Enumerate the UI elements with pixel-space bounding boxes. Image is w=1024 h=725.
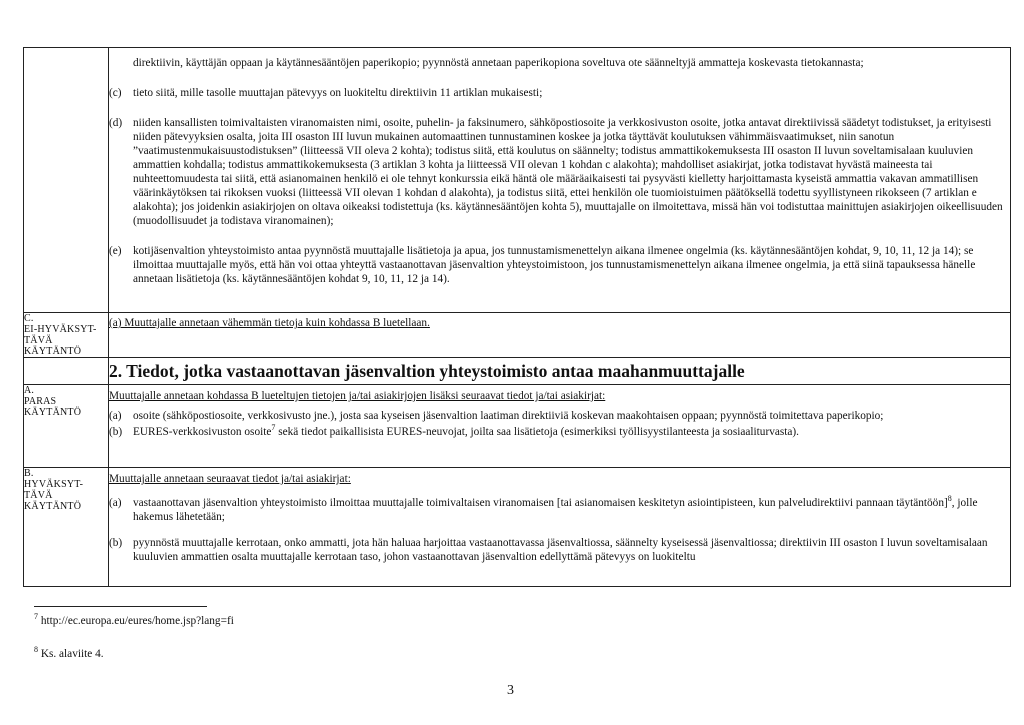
list-item: (a) osoite (sähköpostiosoite, verkkosivusto jne.), josta saa kyseisen jäsenvaltion laatiman direktiiviä koskevan maakohtaisen oppaan; pyynnöstä toimitettava paperikopio; xyxy=(109,410,884,422)
practice-table xyxy=(23,47,1011,587)
row-label-empty xyxy=(24,48,109,313)
section-heading-cell xyxy=(109,358,1011,385)
list-item: (e) kotijäsenvaltion yhteystoimisto antaa pyynnöstä muuttajalle lisätietoja ja apua, jos tunnustamismenettelyn aikana ilmenee ongelmia (ks. käytännesääntöjen kohdat, 9, 10, 11, 12 ja 14); se ilmoittaa muuttajalle myös, että hän voi ottaa yhteyttä vastaanottavan jäsenvaltion yhteystoimistoon, jos tunnustamismenettelyn aikana ilmenee ongelmia, ja että siinä tapauksessa hänelle annetaan lisätietoja (ks. käytännesääntöjen kohdat 9, 10, 11, 12 ja 14). xyxy=(109,245,976,285)
row-label: A. PARAS KÄYTÄNTÖ xyxy=(24,385,109,468)
footnote: $^7$ http://ec.europa.eu/eures/home.jsp?lang=fi xyxy=(34,612,234,627)
page-number: 3 xyxy=(507,683,514,698)
table-row xyxy=(24,468,1011,587)
list-item: (b) EURES-verkkosivuston osoite$^7$ sekä tiedot paikallisista EURES-neuvojat, joilta saa lisätietoja (esimerkiksi työllisyystilanteesta ja sosiaaliturvasta). xyxy=(109,423,800,438)
row-label-empty xyxy=(24,358,109,385)
row-label: B. HYVÄKSYT- TÄVÄ KÄYTÄNTÖ xyxy=(24,468,109,587)
list-item: (a) vastaanottavan jäsenvaltion yhteystoimisto ilmoittaa muuttajalle toimivaltaisen viranomaisen [tai asianomaisen keskitetyn asiointipisteen, kun palveludirektiivi pannaan täytäntöön]$^8$, jolle hakemus lähetetään; xyxy=(109,494,978,523)
row-body: (a) Muuttajalle annetaan vähemmän tietoja kuin kohdassa B luetellaan. xyxy=(109,313,1011,358)
row-body: Muuttajalle annetaan kohdassa B lueteltujen tietojen ja/tai asiakirjojen lisäksi seuraavat tiedot ja/tai asiakirjat: (a) osoite (sähköpostiosoite, verkkosivusto jne.), josta saa kyseisen jäsenvaltion laatiman direktiiviä koskevan maakohtaisen oppaan; pyynnöstä toimitettava paperikopio; (b) EURES-verkkosivuston osoite$^7$ sekä tiedot paikallisista EURES-neuvojat, joilta saa lisätietoja (esimerkiksi työllisyystilanteesta ja sosiaaliturvasta). xyxy=(109,385,1011,468)
section-heading: 2. Tiedot, jotka vastaanottavan jäsenvaltion yhteystoimisto antaa maahanmuuttajalle xyxy=(109,361,745,381)
table-row xyxy=(24,385,1011,468)
row-label: C. EI-HYVÄKSYT- TÄVÄ KÄYTÄNTÖ xyxy=(24,313,109,358)
table-row xyxy=(24,358,1011,385)
table-row xyxy=(24,48,1011,313)
list-item: direktiivin, käyttäjän oppaan ja käytännesääntöjen paperikopio; pyynnöstä annetaan paperikopiona soveltuva ote säänneltyjä ammatteja koskevasta tietokannasta; xyxy=(133,57,864,69)
row-body: Muuttajalle annetaan seuraavat tiedot ja/tai asiakirjat: (a) vastaanottavan jäsenvaltion yhteystoimisto ilmoittaa muuttajalle toimivaltaisen viranomaisen [tai asianomaisen keskitetyn asiointipisteen, kun palveludirektiivi pannaan täytäntöön]$^8$, jolle hakemus lähetetään; (b) pyynnöstä muuttajalle kerrotaan, onko ammatti, jota hän haluaa harjoittaa vastaanottavassa jäsenvaltiossa, säännelty kyseisessä jäsenvaltiossa; direktiivin III osaston I luvun soveltamisalaan kuuluvien ammattien osalta muuttajalle kerrotaan taso, johon vastaanottavan jäsenvaltion edellyttämä pätevyys on luokiteltu xyxy=(109,468,1011,587)
table-row xyxy=(24,313,1011,358)
footnote-divider xyxy=(34,606,207,607)
list-item: (d) niiden kansallisten toimivaltaisten viranomaisten nimi, osoite, puhelin- ja faksinumero, sähköpostiosoite ja verkkosivuston osoite, jotka antavat direktiivissä säädetyt todistukset, ja erityisesti niiden pätevyyksien osalta, joita III osaston III luvun mukainen automaattinen tunnustaminen koskee ja jotka täyttävät koulutuksen vähimmäisvaatimukset, niin sanotun ”vaatimustenmukaisuustodistuksen” (liitteessä VII oleva 2 kohta); todistus siitä, että koulutus on säännelty; todistus ammattikokemuksesta III osaston II luvun soveltamisalaan kuuluvien ammattien kohdalla; todistus ammattikokemuksesta (3 artiklan 3 kohta ja liitteessä VII olevan 1 kohdan c alakohta); mahdolliset asiakirjat, jotka todistavat hyvästä maineesta tai nuhteettomuudesta tai siitä, että asianomainen henkilö ei ole tehnyt konkurssia eikä häntä ole määräaikaisesti tai pysyvästi kielletty harjoittamasta kyseistä ammattia vakavan ammatillisen väärinkäytöksen tai rikoksen vuoksi (liitteessä VII olevan 1 kohdan d alakohta), ja todistus siitä, ettei henkilön ole tuomioistuimen päätöksellä todettu syyllistyneen rikokseen (7 artiklan e alakohta); jos joidenkin asiakirjojen on oltava oikeaksi todistettuja (ks. käytännesääntöjen kohta 5), muuttajalle on ilmoitettava, missä hän voi todistuttaa mainittujen asiakirjojen oikeellisuuden (muodollisuudet ja todistava viranomainen); xyxy=(109,117,1003,227)
list-item: (c) tieto siitä, mille tasolle muuttajan pätevyys on luokiteltu direktiivin 11 artiklan mukaisesti; xyxy=(109,87,543,99)
footnote-link[interactable]: http://ec.europa.eu/eures/home.jsp?lang=fi xyxy=(40,615,234,627)
list-item: (b) pyynnöstä muuttajalle kerrotaan, onko ammatti, jota hän haluaa harjoittaa vastaanottavassa jäsenvaltiossa, säännelty kyseisessä jäsenvaltiossa; direktiivin III osaston I luvun soveltamisalaan kuuluvien ammattien osalta muuttajalle kerrotaan taso, johon vastaanottavan jäsenvaltion edellyttämä pätevyys on luokiteltu xyxy=(109,537,988,563)
continued-items-cell xyxy=(109,48,1011,313)
footnote: $^8$ Ks. alaviite 4. xyxy=(34,645,104,660)
